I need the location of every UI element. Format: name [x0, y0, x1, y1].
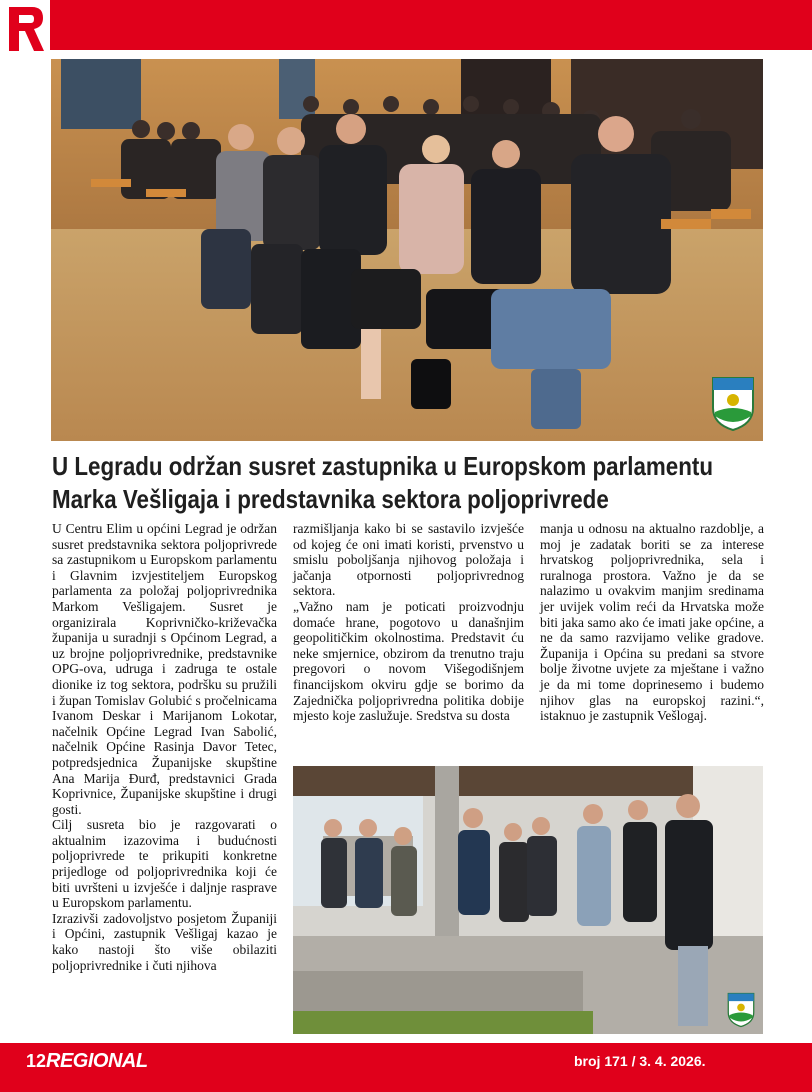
koprivnicko-krizevacka-crest-icon: [727, 992, 755, 1028]
article-headline: [52, 450, 713, 516]
top-red-bar: [0, 0, 812, 50]
article-column-3: [540, 521, 764, 724]
audience-photo: [51, 59, 763, 441]
paragraph: „Važno nam je poticati proizvodnju domaće hrane, pogotovo u današnjim geopolitičkim okolnostima. Predstavit ću neke smjernice, obzirom da trenutno traju pregovori o novom Višegodišnjem financijskom okviru gdje se borimo da Zajednička poljoprivredna politika dobije mjesto koje zaslužuje. Sredstva su dosta: [293, 598, 524, 724]
paragraph: razmišljanja kako bi se sastavilo izvješće od kojeg će oni imati koristi, prvenstvo u smislu poboljšanja njihovog položaja i jačanja otpornosti poljoprivrednog sektora.: [293, 521, 524, 599]
article-column-1: [52, 521, 277, 973]
brand-logo: REGIONAL: [46, 1050, 148, 1072]
issue-info: broj 171 / 3. 4. 2026.: [574, 1053, 706, 1069]
article-column-2: [293, 521, 524, 724]
regional-r-logo-icon: [0, 0, 50, 58]
koprivnicko-krizevacka-crest-icon: [711, 376, 755, 432]
paragraph: manja u odnosu na aktualno razdoblje, a moj je zadatak boriti se za interese hrvatskog poljoprivrednika, sela i ruralnoga prostora. Važno je da se nalazimo u ovakvim manjim sredinama jer uvijek volim reći da Hrvatska može biti jaka samo ako će imati jake općine, a ne da samo razvijamo velike gradove. Županija i Općina su predani sa stvore bolje životne uvjete za mještane i važno je da mi tome doprinesemo i budemo njihov glas na europskoj razini.“, istaknuo je zastupnik Vešlogaj.: [540, 521, 764, 724]
paragraph: Izrazivši zadovoljstvo posjetom Županiji i Općini, zastupnik Vešligaj kazao je kako nastoji što više obilaziti poljoprivrednike i čuti njihova: [52, 910, 277, 973]
page-number: 12: [26, 1051, 47, 1071]
group-outdoor-photo: [293, 766, 763, 1034]
paragraph: Cilj susreta bio je razgovarati o aktualnim izazovima i budućnosti poljoprivrede te prikupiti konkretne prijedloge od poljoprivrednika koji će biti uvršteni u izvješće i daljnje rasprave u Europskom parlamentu.: [52, 817, 277, 911]
headline-line-2: Marka Vešligaja i predstavnika sektora poljoprivrede: [52, 484, 609, 514]
paragraph: U Centru Elim u općini Legrad je održan susret predstavnika sektora poljoprivrede sa zastupnikom u Europskom parlamentu i Glavnim izvjestiteljem Europskog parlamenta za položaj poljoprivrednika Markom Vešligajem. Susret je organizirala Koprivničko-križevačka županija u suradnji s Općinom Legrad, a uz brojne poljoprivrednike, predstavnike OPG-ova, udruga i zadruga te ostale dionike iz tog sektora, podršku su pružili i župan Tomislav Golubić s pročelnicama Ivanom Deskar i Marijanom Lokotar, načelnik Općine Legrad Ivan Sabolić, načelnik Općine Rasinja Davor Tetec, potpredsjednica Županijske skupštine Ana Marija Đurđ, predstavnici Grada Koprivnice, Županijske skupštine i drugi gosti.: [52, 521, 277, 817]
headline-line-1: U Legradu održan susret zastupnika u Europskom parlamentu: [52, 451, 713, 481]
